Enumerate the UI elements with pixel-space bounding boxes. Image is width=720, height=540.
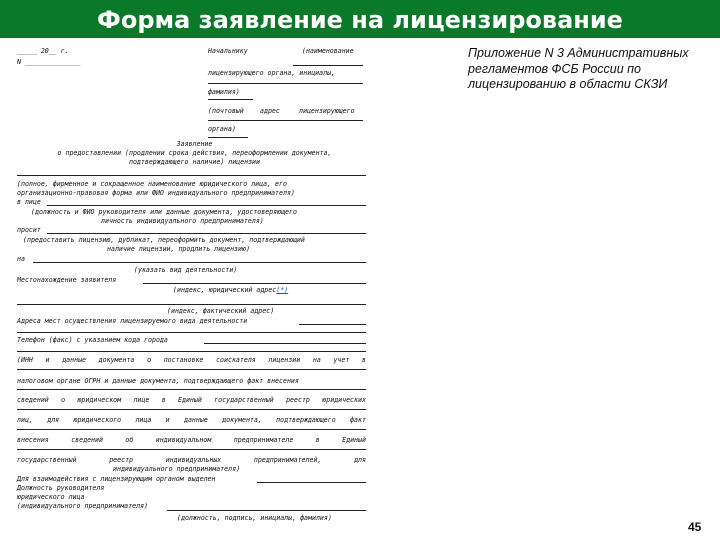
form-line-13: (индекс, фактический адрес)	[167, 307, 275, 315]
rule	[33, 262, 366, 263]
regulation-note: Приложение N 3 Административных регламентов ФСБ России по лицензированию в области СКЗИ	[468, 46, 689, 91]
form-line-3: в лице	[17, 198, 41, 206]
form-line-6: просит	[17, 226, 41, 234]
form-line-2: организационно-правовая форма или ФИО индивидуального предпринимателя)	[17, 189, 295, 197]
form-line-19: лиц, для юридического лица и данные документа, подтверждающего факт	[17, 416, 366, 424]
form-date: _____ 20__ г.	[17, 47, 69, 55]
rule	[299, 324, 366, 325]
form-line-8: наличие лицензии, продлить лицензию)	[107, 245, 250, 253]
rule	[47, 233, 366, 234]
form-line-16: (ИНН и данные документа о постановке соискателя лицензии на учет в	[17, 356, 366, 364]
addressee-line-6: адрес	[260, 107, 280, 115]
form-line-27: (должность, подпись, инициалы, фамилия)	[177, 514, 332, 522]
form-heading: Заявление	[176, 140, 213, 148]
rule	[208, 83, 363, 84]
rule	[17, 369, 366, 370]
rule	[204, 343, 366, 344]
form-line-14: Адреса мест осуществления лицензируемого вида деятельности	[17, 317, 248, 325]
addressee-line-5: (почтовый	[208, 107, 244, 115]
rule	[143, 283, 366, 284]
form-line-4: (должность и ФИО руководителя или данные документа, удостоверяющего	[31, 208, 297, 216]
rule	[17, 175, 366, 176]
slide-title: Форма заявление на лицензирование	[0, 0, 720, 38]
form-line-12: (индекс, юридический адрес(*)	[173, 286, 289, 294]
form-line-17: налоговом органе ОГРН и данные документа, подтверждающего факт внесения	[17, 377, 299, 385]
form-line-9: на	[17, 255, 25, 263]
rule	[208, 120, 363, 121]
form-line-5: личность индивидуального предпринимателя)	[101, 217, 264, 225]
form-line-23: Для взаимодействия с лицензирующим органом выделен	[17, 475, 216, 483]
rule	[257, 482, 366, 483]
form-line-15: Телефон (факс) с указанием кода города	[17, 336, 168, 344]
form-line-20: внесения сведений об индивидуальном предпринимателе в Единый	[17, 436, 366, 444]
form-line-10: (указать вид деятельности)	[134, 266, 238, 274]
rule	[208, 137, 248, 138]
addressee-line-8: органа)	[208, 125, 236, 133]
page-number: 45	[688, 520, 702, 534]
rule	[17, 449, 366, 450]
form-line-1: (полное, фирменное и сокращенное наименование юридического лица, его	[17, 180, 287, 188]
form-subject-1: о предоставлении (продлении срока действия, переоформлении документа,	[57, 149, 332, 157]
addressee-line-2: (наименование	[302, 47, 354, 55]
form-number: N ______________	[17, 58, 81, 66]
rule	[293, 65, 363, 66]
form-line-26: (индивидуального предпринимателя)	[17, 502, 149, 510]
form-line-21: государственный реестр индивидуальных предпринимателей, для	[17, 456, 366, 464]
addressee-line-1: Начальнику	[208, 47, 248, 55]
rule	[17, 351, 366, 352]
form-line-22: индивидуального предпринимателя)	[113, 465, 241, 473]
rule	[208, 99, 253, 100]
rule	[17, 332, 366, 333]
form-line-24: Должность руководителя	[17, 484, 105, 492]
form-line-7: (предоставить лицензию, дубликат, переоформить документ, подтверждающий	[23, 236, 305, 244]
rule	[17, 429, 366, 430]
addressee-line-7: лицензирующего	[299, 107, 355, 115]
form-line-25: юридического лица	[17, 493, 85, 501]
form-line-18: сведений о юридическом лице в Единый государственный реестр юридических	[17, 396, 366, 404]
rule	[167, 510, 366, 511]
form-line-11: Местонахождение заявителя	[17, 276, 117, 284]
addressee-line-4: фамилия)	[208, 88, 240, 96]
footnote-link[interactable]: (*)	[276, 286, 289, 294]
rule	[17, 389, 366, 390]
rule	[17, 409, 366, 410]
addressee-line-3: лицензирующего органа, инициалы,	[208, 69, 336, 77]
rule	[17, 304, 366, 305]
form-subject-2: подтверждающего наличие) лицензии	[128, 158, 260, 166]
application-form	[17, 44, 372, 526]
rule	[47, 205, 366, 206]
